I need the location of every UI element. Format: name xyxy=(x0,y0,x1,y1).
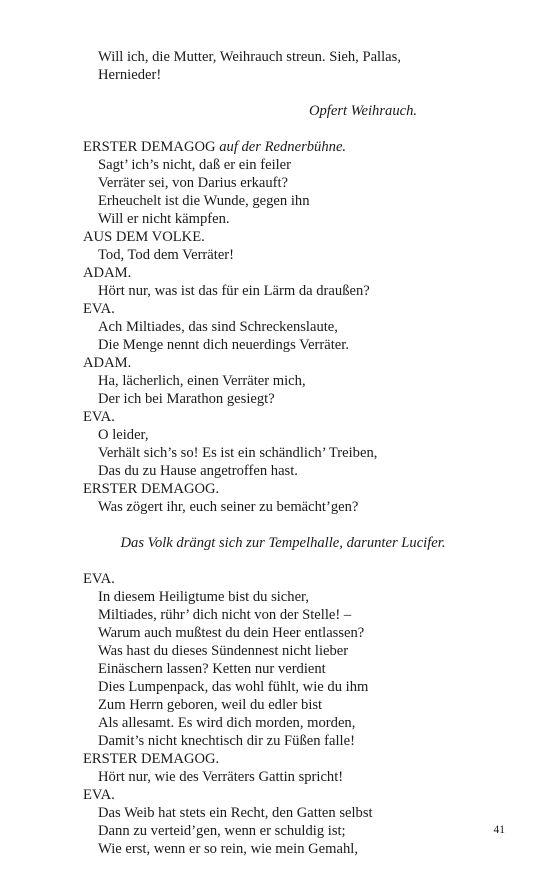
verse-line: Als allesamt. Es wird dich morden, morden, xyxy=(98,715,356,731)
speaker-label: ADAM. xyxy=(83,265,132,281)
speaker-name xyxy=(83,300,483,318)
verse-line: Tod, Tod dem Verräter! xyxy=(98,247,235,263)
speaker-label: ERSTER DEMAGOG. xyxy=(83,481,220,497)
verse-line: Hernieder! xyxy=(98,67,162,83)
speaker-label: EVA. xyxy=(83,409,115,425)
speaker-label: EVA. xyxy=(83,571,115,587)
verse-line: Warum auch mußtest du dein Heer entlassen? xyxy=(98,625,365,641)
drama-text xyxy=(83,48,483,858)
speaker-name xyxy=(83,138,483,156)
speaker-label: EVA. xyxy=(83,787,115,803)
verse-line: Was hast du dieses Sündennest nicht lieber xyxy=(98,643,349,659)
speaker-label: ADAM. xyxy=(83,355,132,371)
verse-line: Hört nur, was ist das für ein Lärm da draußen? xyxy=(98,283,370,299)
verse-line: Das du zu Hause angetroffen hast. xyxy=(98,463,298,479)
blank-line xyxy=(83,84,483,102)
verse-line: Sagt’ ich’s nicht, daß er ein feiler xyxy=(98,157,292,173)
blank-line xyxy=(83,120,483,138)
verse-line: Dies Lumpenpack, das wohl fühlt, wie du ihm xyxy=(98,679,369,695)
blank-line xyxy=(83,516,483,534)
verse-line: Dann zu verteid’gen, wenn er schuldig ist; xyxy=(98,823,346,839)
speaker-name xyxy=(83,354,483,372)
blank-line xyxy=(83,552,483,570)
verse-line: Verhält sich’s so! Es ist ein schändlich’ Treiben, xyxy=(98,445,378,461)
verse-line: In diesem Heiligtume bist du sicher, xyxy=(98,589,309,605)
speaker-name xyxy=(83,750,483,768)
verse-line: O leider, xyxy=(98,427,149,443)
speaker-name xyxy=(83,786,483,804)
verse-line: Was zögert ihr, euch seiner zu bemächt’gen? xyxy=(98,499,359,515)
speaker-name xyxy=(83,228,483,246)
verse-line: Wie erst, wenn er so rein, wie mein Gemahl, xyxy=(98,841,358,857)
verse-line: Verräter sei, von Darius erkauft? xyxy=(98,175,289,191)
speaker-label: EVA. xyxy=(83,301,115,317)
verse-line: Ha, lächerlich, einen Verräter mich, xyxy=(98,373,306,389)
verse-line: Einäschern lassen? Ketten nur verdient xyxy=(98,661,326,677)
verse-line: Zum Herrn geboren, weil du edler bist xyxy=(98,697,323,713)
verse-line: Will er nicht kämpfen. xyxy=(98,211,230,227)
verse-line: Miltiades, rühr’ dich nicht von der Stelle! – xyxy=(98,607,352,623)
page-number: 41 xyxy=(493,824,505,836)
verse-line: Die Menge nennt dich neuerdings Verräter. xyxy=(98,337,349,353)
speaker-label: ERSTER DEMAGOG. xyxy=(83,751,220,767)
speaker-name xyxy=(83,480,483,498)
speaker-name xyxy=(83,408,483,426)
stage-direction: Das Volk drängt sich zur Tempelhalle, darunter Lucifer. xyxy=(120,535,446,551)
verse-line: Der ich bei Marathon gesiegt? xyxy=(98,391,275,407)
stage-direction: Opfert Weihrauch. xyxy=(308,103,418,119)
verse-line: Erheuchelt ist die Wunde, gegen ihn xyxy=(98,193,310,209)
speaker-name xyxy=(83,264,483,282)
verse-line: Hört nur, wie des Verräters Gattin spricht! xyxy=(98,769,344,785)
speaker-name xyxy=(83,570,483,588)
speaker-label: AUS DEM VOLKE. xyxy=(83,229,205,245)
verse-line: Ach Miltiades, das sind Schreckenslaute, xyxy=(98,319,338,335)
verse-line: Damit’s nicht knechtisch dir zu Füßen falle! xyxy=(98,733,355,749)
speaker-direction: auf der Rednerbühne. xyxy=(219,139,347,155)
verse-line: Das Weib hat stets ein Recht, den Gatten selbst xyxy=(98,805,373,821)
verse-line: Will ich, die Mutter, Weihrauch streun. Sieh, Pallas, xyxy=(98,49,401,65)
speaker-label: ERSTER DEMAGOG xyxy=(83,139,220,155)
